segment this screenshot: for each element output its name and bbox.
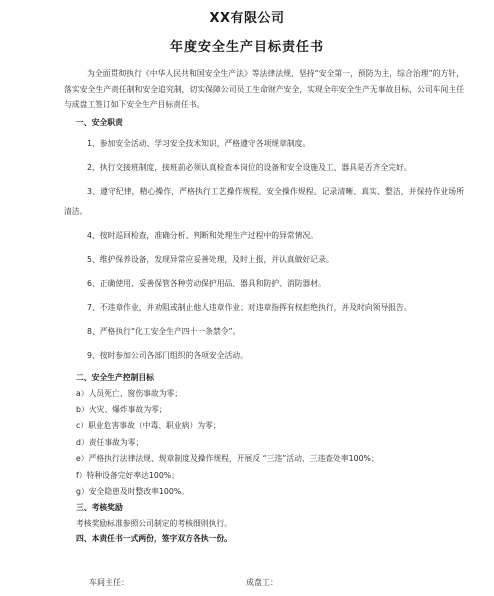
target-item: c）职业危害事故（中毒、职业病）为零； <box>76 421 221 431</box>
duty-item: 5、维护保养设备，发现异常应妥善处理，及时上报，并认真做好记录。 <box>87 255 334 264</box>
section-heading-rewards: 三、考核奖励 <box>76 503 123 513</box>
rewards-text: 考核奖励标准参照公司制定的考核细则执行。 <box>76 518 232 528</box>
company-name: XX有限公司 <box>209 11 285 26</box>
duty-item: 4、按时巡回检查，准确分析、判断和处理生产过程中的异常情况。 <box>87 231 319 240</box>
target-item: b）火灾、爆炸事故为零； <box>76 404 167 414</box>
target-item: f）特种设备完好率达100%； <box>76 470 180 480</box>
target-item: d）责任事故为零； <box>76 437 144 447</box>
target-item: a）人员死亡、窗伤事故为零； <box>76 388 183 398</box>
duty-item: 8、严格执行“化工安全生产四十一条禁令”。 <box>87 327 241 336</box>
duty-item: 9、按时参加公司各部门组织的各项安全活动。 <box>87 351 248 360</box>
duty-item: 2、执行交接班制度，接班前必须认真检查本岗位的设备和安全设施及工、器具是否齐全完好。 <box>87 163 412 172</box>
intro-paragraph: 为全面贯彻执行《中华人民共和国安全生产法》等法律法规，坚持“安全第一，预防为主，综合治理”的方针，落实安全生产责任制和安全追究制，切实保障公司员工生命财产安全，实现全年安全生产无事故目标，公司车间主任与成盘工签订如下安全生产目标责任书。 <box>64 69 464 109</box>
duty-item: 3、遵守纪律，精心操作，严格执行工艺操作规程、安全操作规程。记录清晰、真实、整洁，并保持作业场所清洁。 <box>64 187 464 216</box>
section-heading-copies: 四、本责任书一式两份，签字双方各执一份。 <box>76 534 232 544</box>
duty-item: 7、不违章作业，并劝阻或制止他人违章作业；对违章指挥有权拒绝执行，并及时向领导报告。 <box>87 303 412 312</box>
worker-signature-label: 成盘工： <box>246 578 278 587</box>
target-item: g）安全隐患及时整改率100%。 <box>76 486 190 496</box>
duty-item: 6、正确使用、妥善保管各种劳动保护用品、器具和防护、消防器材。 <box>87 279 326 288</box>
section-heading-targets: 二、安全生产控制目标 <box>76 373 154 382</box>
duty-item: 1、参加安全活动、学习安全技术知识，严格遵守各项规章制度。 <box>87 139 311 148</box>
section-heading-duties: 一、安全职责 <box>76 117 123 127</box>
document-title: 年度安全生产目标责任书 <box>169 40 324 55</box>
target-item: e）严格执行法律法规、规章制度及操作规程，开展反 “三违”活动，三违查处率100%； <box>76 454 379 464</box>
document-body <box>64 66 464 547</box>
workshop-director-signature-label: 车间主任： <box>89 578 129 587</box>
